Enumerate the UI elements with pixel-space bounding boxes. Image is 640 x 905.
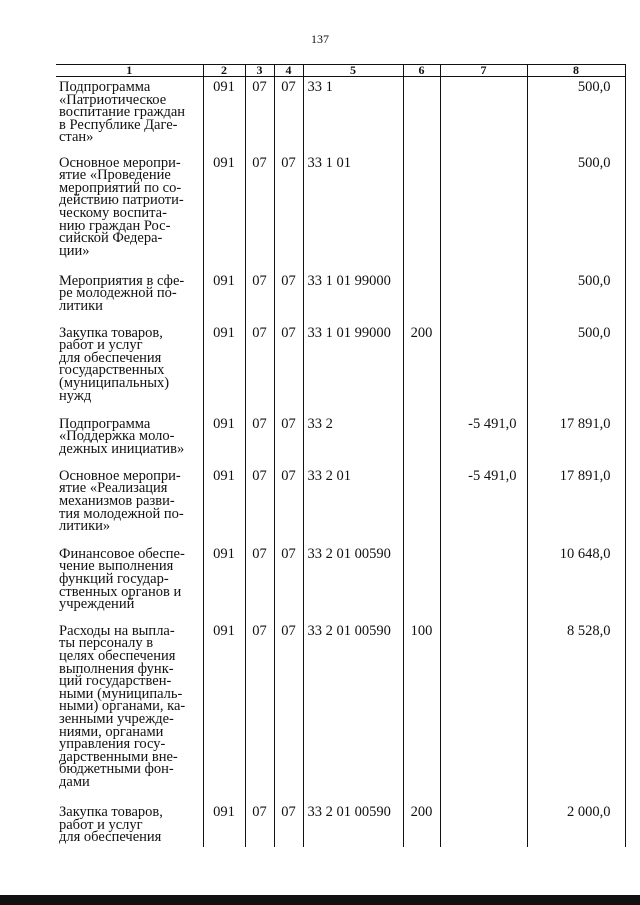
row-subsection: 07 (274, 323, 303, 414)
col-header-2: 2 (203, 65, 245, 77)
table-row (56, 271, 625, 323)
row-amount: 17 891,0 (527, 414, 625, 466)
row-change (440, 77, 527, 153)
row-subsection: 07 (274, 414, 303, 466)
table-row (56, 77, 625, 153)
row-target-code: 33 2 01 (303, 466, 403, 544)
row-name: Подпрограмма «Поддержка моло- дежных инициатив» (59, 415, 185, 457)
row-admin-code: 091 (203, 621, 245, 802)
row-admin-code: 091 (203, 323, 245, 414)
row-subsection: 07 (274, 466, 303, 544)
row-change (440, 544, 527, 621)
row-admin-code: 091 (203, 77, 245, 153)
row-expense-type (403, 271, 440, 323)
row-section: 07 (245, 77, 274, 153)
row-target-code: 33 2 01 00590 (303, 802, 403, 847)
row-expense-type: 200 (403, 802, 440, 847)
table-row (56, 414, 625, 466)
col-header-4: 4 (274, 65, 303, 77)
row-amount: 10 648,0 (527, 544, 625, 621)
col-header-7: 7 (440, 65, 527, 77)
row-change (440, 621, 527, 802)
row-target-code: 33 1 (303, 77, 403, 153)
row-admin-code: 091 (203, 153, 245, 271)
col-header-6: 6 (403, 65, 440, 77)
row-name: Закупка товаров, работ и услуг для обеспечения государственных (муниципальных) нужд (59, 324, 170, 404)
row-name: Закупка товаров, работ и услуг для обеспечения (59, 803, 163, 846)
row-section: 07 (245, 323, 274, 414)
row-subsection: 07 (274, 77, 303, 153)
row-change (440, 323, 527, 414)
row-section: 07 (245, 621, 274, 802)
table-row (56, 323, 625, 414)
row-section: 07 (245, 544, 274, 621)
row-name: Основное меропри- ятие «Проведение мероприятий по со- действию патриоти- ческому воспита- нию граждан Рос- сийской Федера- ции» (59, 154, 184, 259)
col-header-1: 1 (56, 65, 203, 77)
row-amount: 500,0 (527, 153, 625, 271)
row-change: -5 491,0 (440, 414, 527, 466)
row-change (440, 153, 527, 271)
row-expense-type (403, 414, 440, 466)
row-target-code: 33 2 01 00590 (303, 544, 403, 621)
row-target-code: 33 1 01 (303, 153, 403, 271)
row-amount: 17 891,0 (527, 466, 625, 544)
row-change (440, 802, 527, 847)
row-amount: 500,0 (527, 77, 625, 153)
row-subsection: 07 (274, 271, 303, 323)
scan-edge-bar (0, 895, 640, 905)
row-subsection: 07 (274, 544, 303, 621)
row-subsection: 07 (274, 153, 303, 271)
table-row (56, 466, 625, 544)
table-row (56, 621, 625, 802)
row-change: -5 491,0 (440, 466, 527, 544)
row-amount: 500,0 (527, 271, 625, 323)
row-name: Финансовое обеспе- чение выполнения функций государ- ственных органов и учреждений (59, 545, 185, 613)
row-admin-code: 091 (203, 271, 245, 323)
row-subsection: 07 (274, 802, 303, 847)
row-name: Подпрограмма «Патриотическое воспитание граждан в Республике Даге- стан» (59, 79, 186, 146)
row-section: 07 (245, 271, 274, 323)
table-row (56, 802, 625, 847)
col-header-3: 3 (245, 65, 274, 77)
row-admin-code: 091 (203, 802, 245, 847)
page-number: 137 (311, 32, 329, 46)
row-subsection: 07 (274, 621, 303, 802)
row-admin-code: 091 (203, 466, 245, 544)
row-amount: 500,0 (527, 323, 625, 414)
row-target-code: 33 1 01 99000 (303, 323, 403, 414)
row-amount: 2 000,0 (527, 802, 625, 847)
row-name: Расходы на выпла- ты персоналу в целях обеспечения выполнения функ- ций государствен- ными (муниципаль- ными) органами, ка- зенными учрежде- ниями, органами управления госу- дарственными вне- бюджетными фон- дами (59, 622, 186, 790)
row-expense-type (403, 77, 440, 153)
budget-table (56, 64, 626, 847)
row-section: 07 (245, 414, 274, 466)
row-target-code: 33 1 01 99000 (303, 271, 403, 323)
row-expense-type (403, 544, 440, 621)
row-name: Основное меропри- ятие «Реализация механизмов разви- тия молодежной по- литики» (59, 467, 184, 535)
row-section: 07 (245, 153, 274, 271)
row-admin-code: 091 (203, 414, 245, 466)
row-expense-type: 100 (403, 621, 440, 802)
row-expense-type (403, 153, 440, 271)
row-section: 07 (245, 802, 274, 847)
row-change (440, 271, 527, 323)
table-row (56, 544, 625, 621)
row-admin-code: 091 (203, 544, 245, 621)
row-section: 07 (245, 466, 274, 544)
row-target-code: 33 2 (303, 414, 403, 466)
col-header-8: 8 (527, 65, 625, 77)
table-row (56, 153, 625, 271)
row-expense-type: 200 (403, 323, 440, 414)
row-amount: 8 528,0 (527, 621, 625, 802)
col-header-5: 5 (303, 65, 403, 77)
row-name: Мероприятия в сфе- ре молодежной по- литики (59, 272, 185, 314)
header-row (56, 65, 625, 77)
row-target-code: 33 2 01 00590 (303, 621, 403, 802)
row-expense-type (403, 466, 440, 544)
